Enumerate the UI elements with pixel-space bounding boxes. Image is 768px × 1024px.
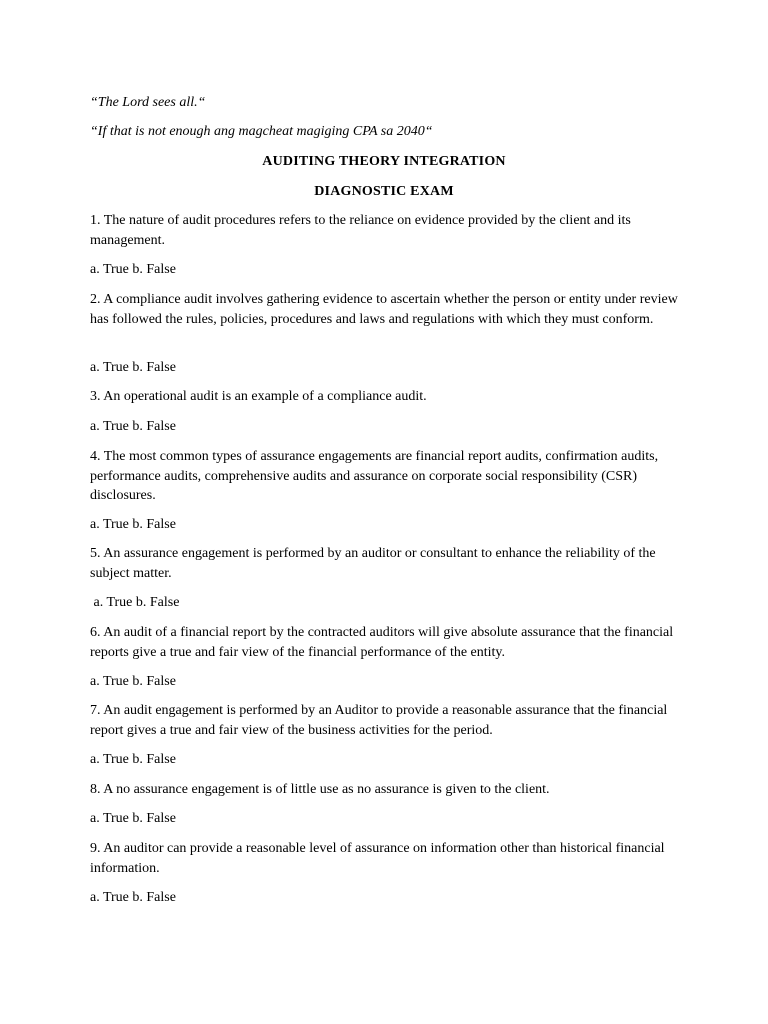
question-2-text: 2. A compliance audit involves gathering evidence to ascertain whether the person or entity under review has followed the rules, policies, procedures and laws and regulations with which they must conform. [90, 292, 678, 327]
document-subtitle: DIAGNOSTIC EXAM [314, 184, 454, 199]
question-1-text: 1. The nature of audit procedures refers to the reliance on evidence provided by the client and its management. [90, 213, 631, 248]
quote-1: “The Lord sees all.“ [90, 95, 206, 110]
question-5-options: a. True b. False [90, 595, 180, 610]
question-5-text: 5. An assurance engagement is performed by an auditor or consultant to enhance the reliability of the subject matter. [90, 546, 656, 581]
quote-2: “If that is not enough ang magcheat magiging CPA sa 2040“ [90, 124, 433, 139]
question-6-options: a. True b. False [90, 674, 176, 689]
question-4-text: 4. The most common types of assurance engagements are financial report audits, confirmation audits, performance audits, comprehensive audits and assurance on corporate social responsibility (CSR) disclosures. [90, 449, 659, 503]
document-title: AUDITING THEORY INTEGRATION [262, 154, 506, 169]
question-2-options: a. True b. False [90, 360, 176, 375]
question-7-text: 7. An audit engagement is performed by an Auditor to provide a reasonable assurance that the financial report gives a true and fair view of the business activities for the period. [90, 703, 668, 738]
question-4-options: a. True b. False [90, 517, 176, 532]
question-1-options: a. True b. False [90, 262, 176, 277]
question-6-text: 6. An audit of a financial report by the contracted auditors will give absolute assurance that the financial reports give a true and fair view of the financial performance of the entity. [90, 625, 674, 660]
question-8-text: 8. A no assurance engagement is of little use as no assurance is given to the client. [90, 782, 550, 797]
question-7-options: a. True b. False [90, 752, 176, 767]
question-3-text: 3. An operational audit is an example of a compliance audit. [90, 389, 427, 404]
question-9-text: 9. An auditor can provide a reasonable level of assurance on information other than historical financial information. [90, 841, 665, 876]
question-9-options: a. True b. False [90, 890, 176, 905]
question-3-options: a. True b. False [90, 419, 176, 434]
question-8-options: a. True b. False [90, 811, 176, 826]
